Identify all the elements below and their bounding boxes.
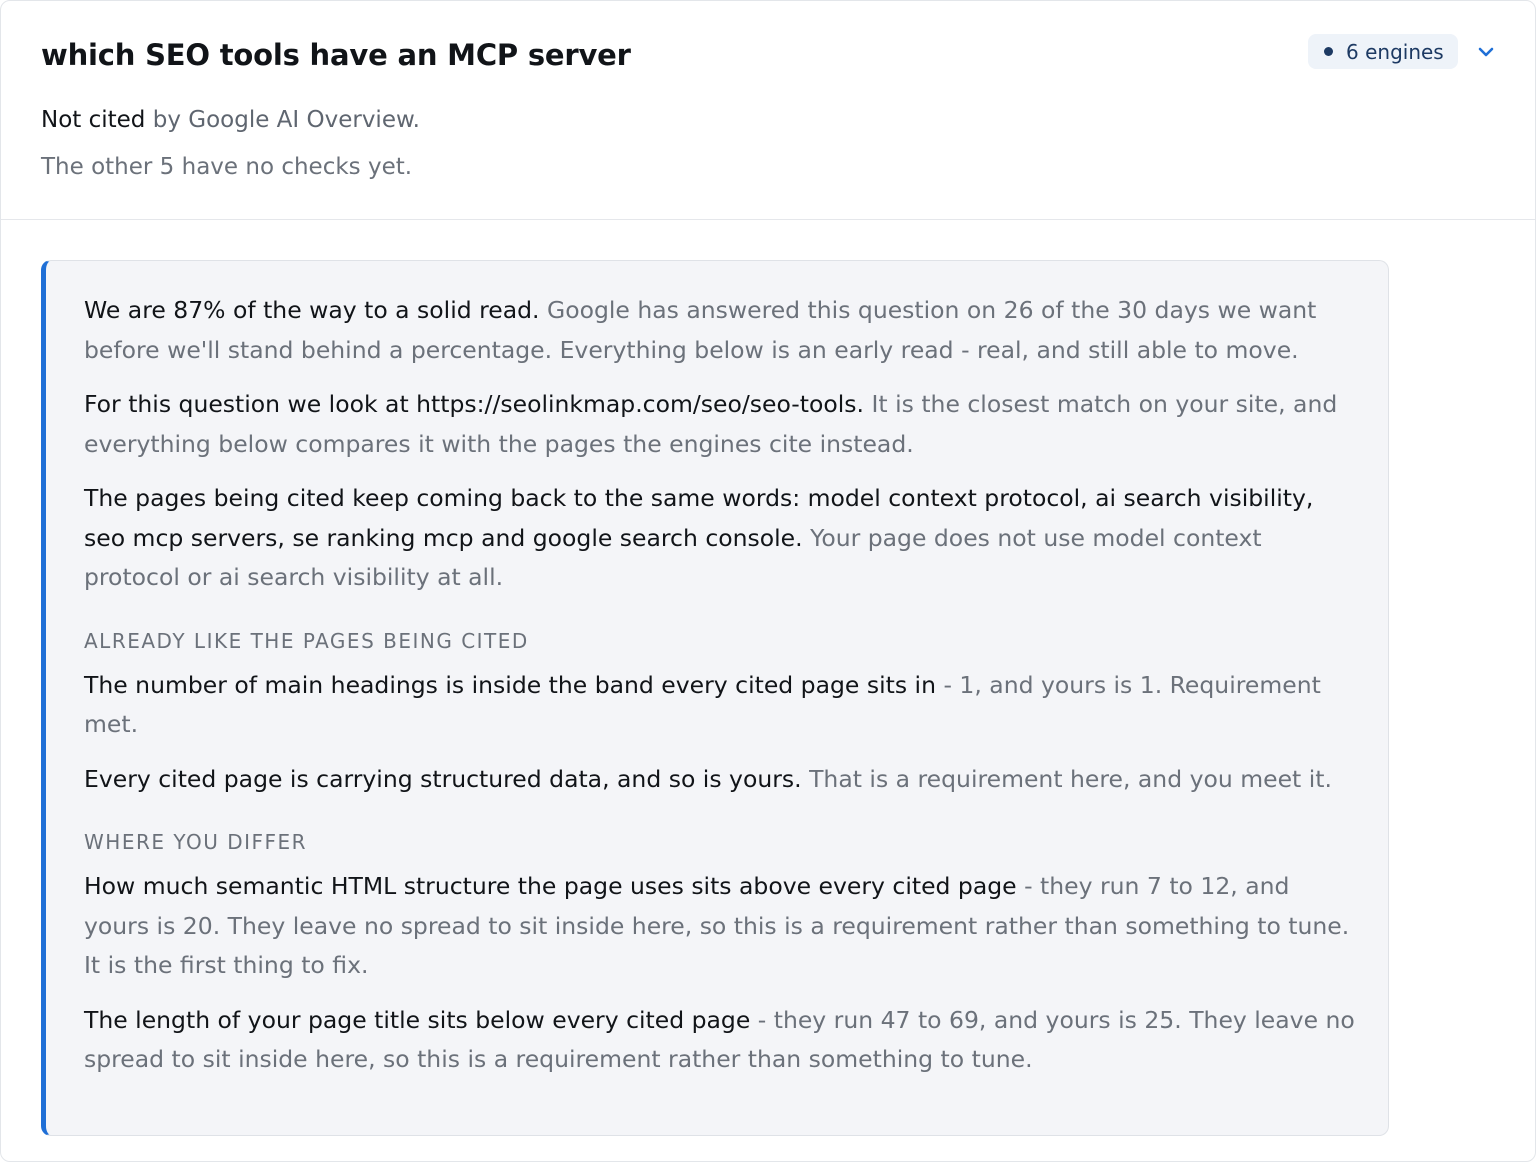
item-body: - they run 47 to 69, and yours is 25. They leave no spread to sit inside here, so this is a requirement rather than something to tune. — [84, 1005, 1355, 1073]
differ-item — [84, 867, 1356, 986]
status-dot-icon — [1324, 47, 1333, 56]
item-lead: The number of main headings is inside the band every cited page sits in — [84, 670, 936, 699]
analysis-content — [84, 291, 1356, 1095]
citation-status-strong: Not cited — [41, 107, 146, 133]
readiness-paragraph — [84, 291, 1356, 370]
section-label-differ: WHERE YOU DIFFER — [84, 830, 308, 854]
paragraph-body: It is the closest match on your site, and everything below compares it with the pages the engines cite instead. — [84, 390, 1338, 458]
query-header — [1, 1, 1535, 220]
item-lead: The length of your page title sits below every cited page — [84, 1005, 751, 1034]
already-item — [84, 666, 1356, 745]
query-title: which SEO tools have an MCP server — [41, 38, 631, 72]
section-label-already: ALREADY LIKE THE PAGES BEING CITED — [84, 628, 529, 653]
differ-item — [84, 1001, 1356, 1080]
citation-status-rest: by Google AI Overview. — [152, 107, 420, 133]
engines-badge[interactable] — [1308, 34, 1458, 69]
item-lead: How much semantic HTML structure the page uses sits above every cited page — [84, 872, 1017, 900]
already-item — [84, 760, 1356, 800]
paragraph-body: Your page does not use model context protocol or ai search visibility at all. — [84, 523, 1262, 591]
citation-status — [41, 107, 420, 133]
analysis-card — [41, 260, 1389, 1136]
paragraph-body: Google has answered this question on 26 of the 30 days we want before we'll stand behind a percentage. Everything below is an early read - real, and still able to move. — [84, 296, 1317, 364]
item-body: That is a requirement here, and you meet it. — [809, 764, 1332, 793]
engines-count-label: 6 engines — [1346, 39, 1444, 64]
paragraph-lead: The pages being cited keep coming back to the same words: model context protocol, ai search visibility, seo mcp servers, se ranking mcp and google search console. — [84, 484, 1314, 552]
checks-note: The other 5 have no checks yet. — [41, 154, 413, 180]
item-lead: Every cited page is carrying structured data, and so is yours. — [84, 764, 802, 793]
paragraph-lead: For this question we look at https://seolinkmap.com/seo/seo-tools. — [84, 390, 864, 418]
paragraph-lead: We are 87% of the way to a solid read. — [84, 296, 540, 324]
target-page-paragraph — [84, 385, 1356, 464]
item-body: - 1, and yours is 1. Requirement met. — [84, 670, 1321, 738]
item-body: - they run 7 to 12, and yours is 20. They leave no spread to sit inside here, so this is a requirement rather than something to tune. It is the first thing to fix. — [84, 872, 1350, 979]
chevron-down-icon[interactable] — [1471, 37, 1501, 67]
keywords-paragraph — [84, 479, 1356, 598]
